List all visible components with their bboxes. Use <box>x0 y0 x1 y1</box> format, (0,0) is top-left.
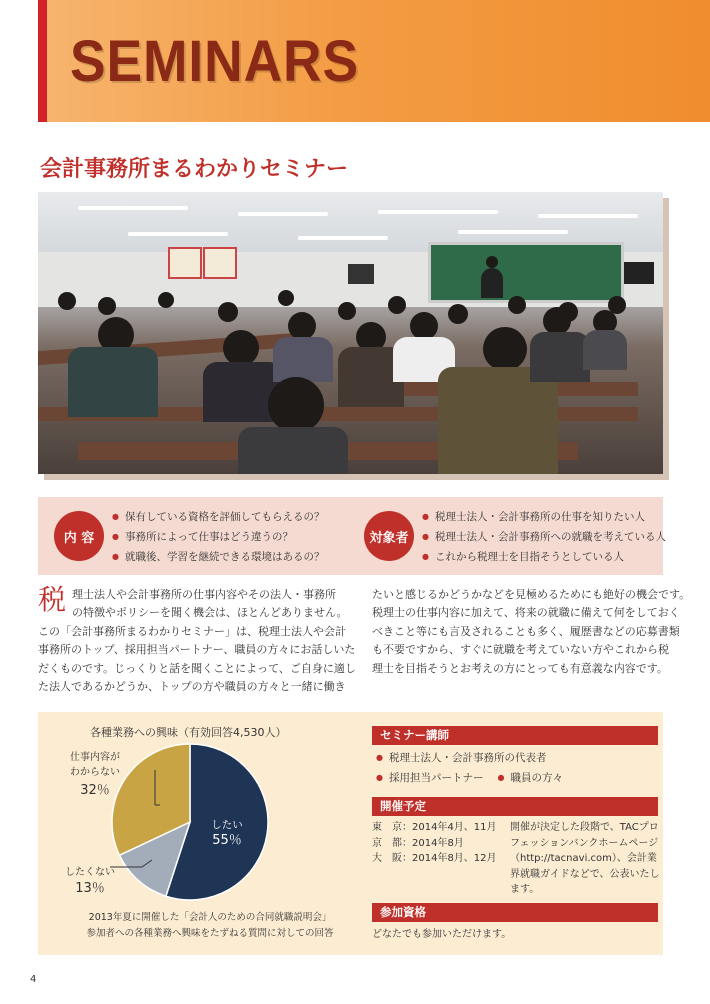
pie-chart <box>60 740 360 905</box>
body-line: だくものです。じっくりと話を聞くことによって、ご自身に適し <box>38 662 356 675</box>
schedule-rows <box>372 820 497 867</box>
seminar-title: 会計事務所まるわかりセミナー <box>40 157 349 182</box>
list-item: ● 就職後、学習を継続できる環境はあるの？ <box>112 547 324 567</box>
eligibility-text: どなたでも参加いただけます。 <box>372 929 512 940</box>
body-line: 理士法人や会計事務所の仕事内容やその法人・事務所 <box>72 588 336 601</box>
schedule-row: 東 京：2014年4月、11月 <box>372 822 497 833</box>
target-badge: 対象者 <box>364 511 414 561</box>
body-line: 理士を目指そうとお考えの方にとっても有意義な内容です。 <box>372 662 668 675</box>
slice-label-notwant: したくない <box>65 867 115 878</box>
list-item: ● 税理士法人・会計事務所への就職を考えている人 <box>422 527 666 547</box>
page-number: 4 <box>30 974 37 985</box>
slice-label-want: したい <box>211 819 243 831</box>
list-item: ● 採用担当パートナー ● 職員の方々 <box>376 768 563 788</box>
schedule-note: 開催が決定した段階で、TACプロ フェッションバンクホームページ （http://tacnavi.com）、会計業 界就職ガイドなどで、公表いたし ます。 <box>510 822 660 895</box>
list-item: ● これから税理士を目指そうとしている人 <box>422 547 666 567</box>
list-item: ● 税理士法人・会計事務所の仕事を知りたい人 <box>422 507 666 527</box>
instructors-heading: セミナー講師 <box>372 726 658 745</box>
slice-label-unknown: わからない <box>70 767 120 778</box>
schedule-row: 京 都：2014年8月 <box>372 837 464 849</box>
schedule-row: 大 阪：2014年8月、12月 <box>372 853 497 864</box>
list-item: ● 保有している資格を評価してもらえるの？ <box>112 507 324 527</box>
caption-line: 2013年夏に開催した「会計人のための合同就職説明会」 <box>88 912 332 923</box>
chart-title: 各種業務への興味（有効回答4,530人） <box>90 726 287 739</box>
header-accent-bar <box>38 0 47 122</box>
body-line: た法人であるかどうか、トップの方や職員の方々と一緒に働き <box>38 680 346 693</box>
eligibility-heading: 参加資格 <box>372 903 658 922</box>
dropcap: 税 <box>38 583 67 616</box>
list-item: ● 税理士法人・会計事務所の代表者 <box>376 748 563 768</box>
slice-value-want: 55％ <box>212 833 242 848</box>
body-line: 税理士の仕事内容に加えて、将来の就職に備えて何をしておく <box>372 606 680 619</box>
slice-label-unknown: 仕事内容が <box>70 752 120 763</box>
content-badge: 内 容 <box>54 511 104 561</box>
slice-value-notwant: 13％ <box>75 881 105 896</box>
schedule-heading: 開催予定 <box>372 797 658 816</box>
body-line: の特徴やポリシーを聞く機会は、ほとんどありません。 <box>72 606 348 619</box>
chart-caption <box>60 910 360 942</box>
instructors-list <box>376 748 563 788</box>
target-list <box>422 507 666 567</box>
header-title: SEMINARS <box>70 29 360 94</box>
body-line: べきこと等にも言及されることも多く、履歴書などの応募書類 <box>372 625 680 638</box>
seminar-photo <box>38 192 663 474</box>
slice-value-unknown: 32％ <box>80 783 110 798</box>
body-line: この「会計事務所まるわかりセミナー」は、税理士法人や会計 <box>38 625 346 638</box>
content-list <box>112 507 324 567</box>
body-line: も不要ですから、すぐに就職を考えていない方やこれから税 <box>372 643 669 656</box>
body-line: たいと感じるかどうかなどを見極めるためにも絶好の機会です。 <box>372 588 691 601</box>
caption-line: 参加者への各種業務へ興味をたずねる質問に対しての回答 <box>86 928 334 939</box>
list-item: ● 事務所によって仕事はどう違うの？ <box>112 527 324 547</box>
body-line: 事務所のトップ、採用担当パートナー、職員の方々にお話しいた <box>38 643 356 656</box>
